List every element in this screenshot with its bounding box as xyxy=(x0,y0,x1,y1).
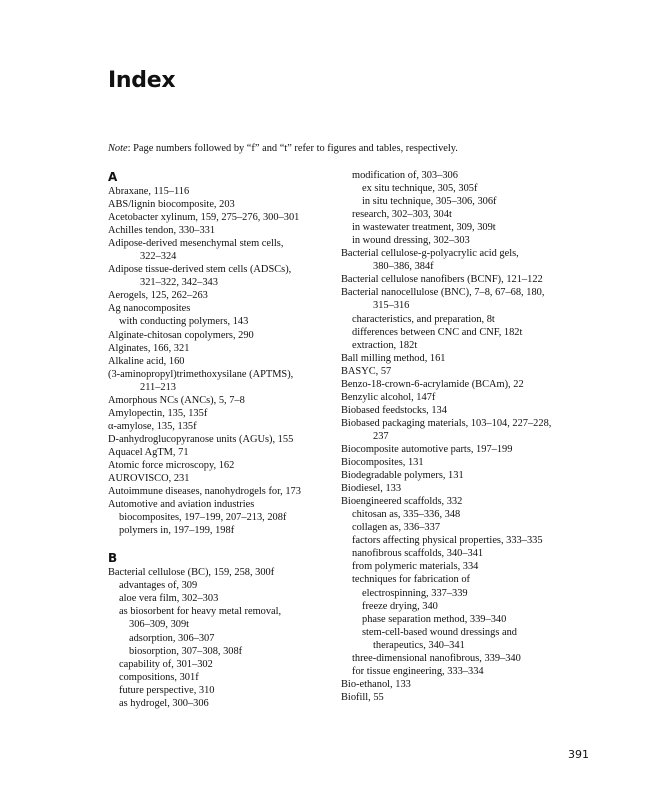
index-column-left xyxy=(108,169,340,710)
index-entry: Aerogels, 125, 262–263 xyxy=(108,290,208,302)
note-text: : Page numbers followed by “f” and “t” refer to figures and tables, respectively. xyxy=(127,143,458,154)
index-subentry: stem-cell-based wound dressings and xyxy=(362,626,517,638)
index-subentry: modification of, 303–306 xyxy=(352,170,458,181)
index-subentry: in wound dressing, 302–303 xyxy=(352,235,470,247)
index-entry: Biocomposite automotive parts, 197–199 xyxy=(341,443,513,455)
index-subentry: polymers in, 197–199, 198f xyxy=(119,525,235,537)
index-subentry: in wastewater treatment, 309, 309t xyxy=(352,222,496,234)
index-subentry: electrospinning, 337–339 xyxy=(362,587,468,599)
index-entry: BASYC, 57 xyxy=(341,365,392,377)
index-note xyxy=(108,143,458,154)
index-subentry: collagen as, 336–337 xyxy=(352,522,441,534)
index-subentry: ex situ technique, 305, 305f xyxy=(362,183,478,195)
index-subentry: future perspective, 310 xyxy=(119,684,215,696)
index-entry: (3-aminopropyl)trimethoxysilane (APTMS), xyxy=(108,368,294,380)
index-entry: Biobased feedstocks, 134 xyxy=(341,404,447,416)
index-entry: Achilles tendon, 330–331 xyxy=(108,225,216,237)
index-entry: Automotive and aviation industries xyxy=(108,499,255,511)
index-entry: Alginate-chitosan copolymers, 290 xyxy=(108,329,254,341)
page-number: 391 xyxy=(568,748,589,761)
section-letter: B xyxy=(108,551,118,566)
index-entry: Biocomposites, 131 xyxy=(341,457,424,469)
index-entry: Biodiesel, 133 xyxy=(341,483,402,495)
index-entry: Adipose-derived mesenchymal stem cells, xyxy=(108,238,284,250)
index-subentry: extraction, 182t xyxy=(352,339,418,351)
index-subentry: freeze drying, 340 xyxy=(362,600,438,612)
index-subentry: characteristics, and preparation, 8t xyxy=(352,313,495,325)
index-subentry: three-dimensional nanofibrous, 339–340 xyxy=(352,652,521,664)
index-subentry: in situ technique, 305–306, 306f xyxy=(362,196,497,208)
index-entry: Abraxane, 115–116 xyxy=(108,186,190,197)
index-entry: Benzo-18-crown-6-acrylamide (BCAm), 22 xyxy=(341,378,524,390)
index-entry-continuation: 315–316 xyxy=(373,300,410,312)
index-entry: Ag nanocomposites xyxy=(108,303,191,315)
index-subentry: biocomposites, 197–199, 207–213, 208f xyxy=(119,512,287,524)
index-subentry: research, 302–303, 304t xyxy=(352,209,452,221)
index-subentry: with conducting polymers, 143 xyxy=(119,316,249,328)
index-entry: Alkaline acid, 160 xyxy=(108,355,185,367)
index-subentry: as biosorbent for heavy metal removal, xyxy=(119,606,282,618)
index-column-right xyxy=(341,169,573,704)
index-subentry: as hydrogel, 300–306 xyxy=(119,697,209,709)
index-subentry: for tissue engineering, 333–334 xyxy=(352,665,484,677)
index-entry: Autoimmune diseases, nanohydrogels for, 173 xyxy=(108,486,301,498)
index-entry-continuation: 322–324 xyxy=(140,251,177,263)
index-entry: Amylopectin, 135, 135f xyxy=(108,407,208,419)
index-entry: Amorphous NCs (ANCs), 5, 7–8 xyxy=(108,394,245,406)
index-entry: α-amylose, 135, 135f xyxy=(108,420,197,432)
index-entry: Biobased packaging materials, 103–104, 227–228, xyxy=(341,417,552,429)
index-entry: Alginates, 166, 321 xyxy=(108,342,190,354)
index-entry-continuation: 306–309, 309t xyxy=(129,619,190,631)
index-entry-continuation: 380–386, 384f xyxy=(373,261,434,273)
index-subentry: differences between CNC and CNF, 182t xyxy=(352,326,523,338)
section-letter: A xyxy=(108,170,118,184)
index-subentry: phase separation method, 339–340 xyxy=(362,613,507,625)
index-entry: Biodegradable polymers, 131 xyxy=(341,470,464,482)
index-entry: Bio-ethanol, 133 xyxy=(341,678,411,690)
index-entry-continuation: therapeutics, 340–341 xyxy=(373,639,465,651)
index-entry: Aquacel AgTM, 71 xyxy=(108,446,189,458)
index-subentry: compositions, 301f xyxy=(119,671,199,683)
index-subentry: capability of, 301–302 xyxy=(119,658,213,670)
index-entry-continuation: 211–213 xyxy=(140,381,176,393)
index-subentry: factors affecting physical properties, 333–335 xyxy=(352,535,543,547)
index-entry: Biofill, 55 xyxy=(341,691,384,703)
index-subentry: techniques for fabrication of xyxy=(352,574,471,586)
section-spacer xyxy=(108,537,340,550)
index-entry: D-anhydroglucopyranose units (AGUs), 155 xyxy=(108,433,294,445)
index-subentry: advantages of, 309 xyxy=(119,580,198,592)
index-entry-continuation: 321–322, 342–343 xyxy=(140,277,218,289)
index-entry: ABS/lignin biocomposite, 203 xyxy=(108,199,235,211)
index-entry: Benzylic alcohol, 147f xyxy=(341,391,436,403)
index-entry: Acetobacter xylinum, 159, 275–276, 300–301 xyxy=(108,212,300,224)
index-subentry: nanofibrous scaffolds, 340–341 xyxy=(352,548,484,560)
index-entry: Adipose tissue-derived stem cells (ADSCs), xyxy=(108,264,292,276)
index-subentry: adsorption, 306–307 xyxy=(129,632,215,644)
index-entry: Bacterial nanocellulose (BNC), 7–8, 67–68, 180, xyxy=(341,287,545,299)
index-entry-continuation: 237 xyxy=(373,430,389,442)
index-entry: Atomic force microscopy, 162 xyxy=(108,459,235,471)
index-subentry: chitosan as, 335–336, 348 xyxy=(352,509,461,521)
note-label: Note xyxy=(108,143,128,154)
index-entry: Ball milling method, 161 xyxy=(341,352,446,364)
index-subentry: biosorption, 307–308, 308f xyxy=(129,645,243,657)
index-entry: Bacterial cellulose (BC), 159, 258, 300f xyxy=(108,567,275,579)
index-subentry: from polymeric materials, 334 xyxy=(352,561,479,573)
index-entry: Bacterial cellulose nanofibers (BCNF), 121–122 xyxy=(341,274,543,286)
page-title: Index xyxy=(108,68,176,93)
index-entry: Bacterial cellulose-g-polyacrylic acid gels, xyxy=(341,248,519,260)
index-entry: AUROVISCO, 231 xyxy=(108,473,190,485)
index-subentry: aloe vera film, 302–303 xyxy=(119,593,219,605)
index-entry: Bioengineered scaffolds, 332 xyxy=(341,496,463,508)
